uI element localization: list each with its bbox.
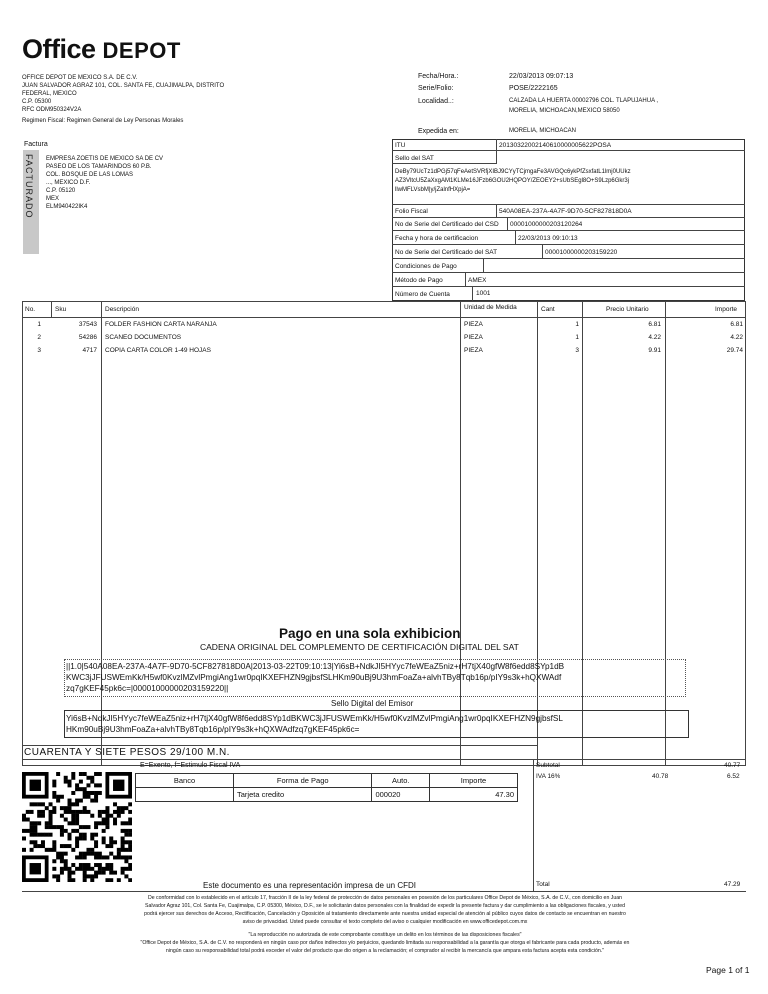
- legal-line-5: "La reproducción no autorizada de este comprobante constituye un delito en los términos de las disposiciones fiscales": [248, 932, 522, 938]
- receiver-colony: COL. BOSQUE DE LAS LOMAS: [46, 172, 134, 178]
- issuer-address-1: JUAN SALVADOR AGRAZ 101, COL. SANTA FE, CUAJIMALPA, DISTRITO: [22, 83, 225, 89]
- payment-col-forma: Forma de Pago: [234, 774, 372, 788]
- issuer-rfc: RFC ODM950324V2A: [22, 107, 82, 113]
- cfdi-note: Este documento es una representación impresa de un CFDI: [203, 881, 417, 890]
- item-unidad: PIEZA: [464, 321, 483, 328]
- localidad-value-1: CALZADA LA HUERTA 00002796 COL. TLAPUJAHUA ,: [509, 98, 659, 104]
- payment-banco: [136, 788, 234, 802]
- metodo-label: Método de Pago: [395, 277, 443, 284]
- cadena-line-3: zq7gKEF45pk6c=|00001000000203159220||: [66, 684, 229, 693]
- cadena-text: [66, 661, 564, 694]
- col-descripcion: Descripción: [105, 306, 139, 313]
- legal-line-6: "Office Depot de México, S.A. de C.V. no responderá en ningún caso por daños indirectos y/o perjuicios, quedando limitada su responsabilidad a la garantía que otorga el fabricante para cada producto, además en: [140, 940, 630, 946]
- cadena-line-2: KWC3jJFUSWEmKk/H5wf0KvzlMZvlPmgiAng1wr0pqIKXEFHZN9gjbsfSLHKm90uBj9U3hmFoaZa+alvhTBy8Tqb16p/pIY9s3k+hQXWAdf: [66, 673, 562, 682]
- fecha-cert-label: Fecha y hora de certificacion: [395, 235, 479, 242]
- item-importe: 29.74: [726, 347, 743, 354]
- condiciones-label: Condiciones de Pago: [395, 263, 457, 270]
- factura-label: Factura: [24, 141, 48, 148]
- receiver-cp: C.P. 05120: [46, 188, 76, 194]
- itu-label: ITU: [395, 142, 406, 149]
- csd-label: No de Serie del Certificado del CSD: [395, 221, 499, 228]
- serie-label: Serie/Folio:: [418, 85, 454, 92]
- expedida-label: Expedida en:: [418, 128, 459, 135]
- receiver-country: MEX: [46, 196, 60, 202]
- item-sku: 37543: [78, 321, 97, 328]
- sello-sat-value-2: AZ3VltcU5ZaXxgAM1KLMe16JFzb6GOU2HQPOY/ZEOEY2+sUbSEgl8O+S9Lzp6Gkr3j: [395, 178, 630, 184]
- payment-col-auto: Auto.: [372, 774, 430, 788]
- issuer-name: OFFICE DEPOT DE MEXICO S.A. DE C.V.: [22, 75, 138, 81]
- item-desc: SCANEO DOCUMENTOS: [105, 334, 182, 341]
- legal-line-7: ningún caso su responsabilidad total podrá exceder el valor del producto que dio origen a la reclamación; el comprador al recibir la mercancía que ampara esta factura acepta esta condición.": [165, 948, 605, 954]
- col-sku: Sku: [55, 306, 67, 313]
- cert-sat-value: 00001000000203159220: [545, 249, 618, 256]
- col-cant: Cant: [541, 306, 555, 313]
- cadena-line-1: ||1.0|540A08EA-237A-4A7F-9D70-5CF827818D0A|2013-03-22T09:10:13|Yi6sB+NdkJI5HYyc7feWEaZ5niz+rH7tjX40gfW8f6edd8SYp1dB: [66, 662, 565, 671]
- item-sku: 4717: [82, 347, 97, 354]
- item-sku: 54286: [78, 334, 97, 341]
- item-importe: 4.22: [730, 334, 743, 341]
- col-no: No.: [25, 306, 36, 313]
- localidad-value-2: MORELIA, MICHOACAN,MEXICO 58050: [509, 108, 620, 114]
- legal-line-1: De conformidad con lo establecido en el artículo 17, fracción II de la ley federal de protección de datos personales en posesión de los particulares Office Depot de México, S.A. de C.V., con domicilio en Juan: [147, 895, 623, 901]
- total-value: 47.29: [724, 881, 741, 888]
- subtotal-label: Subtotal: [536, 762, 560, 769]
- qr-code-graphic: [22, 772, 132, 882]
- receiver-city: ..., MEXICO D.F.: [46, 180, 91, 186]
- item-precio: 4.22: [648, 334, 661, 341]
- cuenta-label: Número de Cuenta: [395, 291, 450, 298]
- receiver-street: PASEO DE LOS TAMARINDOS 60 P.B.: [46, 164, 152, 170]
- sello-sat-label: Sello del SAT: [395, 155, 434, 162]
- iva-value: 6.52: [727, 773, 740, 780]
- item-precio: 6.81: [648, 321, 661, 328]
- col-precio: Precio Unitario: [606, 306, 649, 313]
- payment-importe: 47.30: [430, 788, 518, 802]
- logo-depot: DEPOT: [102, 38, 181, 63]
- receiver-block: [46, 155, 163, 211]
- sello-sat-value-3: llwMFLVsbM|y/jZalnfHXpjA=: [395, 187, 471, 193]
- itu-value: 20130322002140610000005622POSA: [499, 142, 612, 149]
- receiver-name: EMPRESA ZOETIS DE MEXICO SA DE CV: [46, 156, 164, 162]
- office-depot-logo: [22, 34, 181, 66]
- sello-emisor-text: [66, 713, 563, 735]
- fecha-label: Fecha/Hora.:: [418, 73, 459, 80]
- payment-header-row: [136, 774, 518, 788]
- issuer-address-2: FEDERAL, MEXICO: [22, 91, 77, 97]
- cert-sat-label: No de Serie del Certificado del SAT: [395, 249, 498, 256]
- sello-emisor-title: Sello Digital del Emisor: [331, 699, 414, 708]
- page-indicator: Page 1 of 1: [706, 965, 750, 975]
- logo-office: Office: [22, 34, 96, 64]
- fecha-cert-value: 22/03/2013 09:10:13: [518, 235, 578, 242]
- sello-sat-value-1: DeBy79UcTz1dPGj57qFeAetSVRfjXIBJ9CYyTCjmgaFe3AVGQc6ykPfZsxfatL1lmj0UUkz: [395, 169, 631, 175]
- legal-line-3: podrá ejercer sus derechos de Acceso, Rectificación, Cancelación y Oposición al tratamiento directamente ante nuestra unidad especial de atención al público cuyos datos de contacto se encuentran en nuestro: [144, 911, 626, 917]
- issuer-cp: C.P. 05300: [22, 99, 52, 105]
- item-no: 3: [37, 347, 41, 354]
- cuenta-value: 1001: [476, 290, 491, 297]
- serie-value: POSE/2222165: [509, 85, 558, 92]
- item-no: 1: [37, 321, 41, 328]
- csd-value: 00001000000203120264: [510, 221, 583, 228]
- exento-note: E=Exento, f=Estimulo Fiscal IVA: [140, 762, 241, 769]
- payment-auto: 000020: [372, 788, 430, 802]
- sello-emisor-line-1: Yi6sB+NdkJI5HYyc7feWEaZ5niz+rH7tjX40gfW8f6edd8SYp1dBKWC3jJFUSWEmKk/H5wf0KvzlMZvlPmgiAng1wr0pqIKXEFHZN9gjbsfSL: [66, 714, 563, 723]
- sello-emisor-line-2: HKm90uBj9U3hmFoaZa+alvhTBy8Tqb16p/pIY9s3k+hQXWAdfzq7gKEF45pk6c=: [66, 725, 360, 734]
- item-desc: COPIA CARTA COLOR 1-49 HOJAS: [105, 347, 211, 354]
- iva-base: 40.78: [652, 773, 669, 780]
- pago-title: Pago en una sola exhibicion: [279, 626, 461, 641]
- col-importe: Importe: [715, 306, 738, 313]
- qr-code: [22, 772, 132, 882]
- folio-fiscal-value: 540A08EA-237A-4A7F-9D70-5CF827818D0A: [499, 208, 632, 215]
- item-cant: 1: [575, 334, 579, 341]
- cadena-title: CADENA ORIGINAL DEL COMPLEMENTO DE CERTIFICACIÓN DIGITAL DEL SAT: [200, 642, 519, 652]
- legal-line-4: aviso de privacidad. Usted puede consultar el texto completo del aviso o cualquier modificación en www.officedepot.com.mx: [242, 919, 528, 925]
- item-desc: FOLDER FASHION CARTA NARANJA: [105, 321, 217, 328]
- item-importe: 6.81: [730, 321, 743, 328]
- total-label: Total: [536, 881, 550, 888]
- payment-col-banco: Banco: [136, 774, 234, 788]
- payment-forma: Tarjeta credito: [234, 788, 372, 802]
- fecha-value: 22/03/2013 09:07:13: [509, 73, 574, 80]
- subtotal-value: 40.77: [724, 762, 741, 769]
- localidad-label: Localidad..:: [418, 98, 454, 105]
- payment-row: [136, 788, 518, 802]
- receiver-rfc: ELM940422IK4: [46, 204, 88, 210]
- facturado-label: FACTURADO: [24, 154, 34, 219]
- item-unidad: PIEZA: [464, 347, 483, 354]
- item-precio: 9.91: [648, 347, 661, 354]
- legal-notice: [30, 894, 740, 955]
- issuer-regimen: Regimen Fiscal: Regimen General de Ley Personas Morales: [22, 118, 184, 124]
- facturado-tab: [23, 150, 39, 254]
- issuer-block: [22, 74, 224, 125]
- col-unidad: Unidad de Medida: [464, 304, 517, 311]
- iva-label: IVA 16%: [536, 773, 561, 780]
- payment-table: [135, 773, 518, 802]
- monto-letra: CUARENTA Y SIETE PESOS 29/100 M.N.: [24, 747, 230, 758]
- item-unidad: PIEZA: [464, 334, 483, 341]
- metodo-value: AMEX: [468, 277, 487, 284]
- folio-fiscal-label: Folio Fiscal: [395, 208, 428, 215]
- item-no: 2: [37, 334, 41, 341]
- item-cant: 3: [575, 347, 579, 354]
- item-cant: 1: [575, 321, 579, 328]
- legal-line-2: Salvador Agraz 101, Col. Santa Fe, Cuajimalpa, C.P. 05300, México, D.F., se le solicitarán datos personales con la finalidad de expedir la presente factura y dar cumplimiento a las obligaciones fiscales, y usted: [144, 903, 625, 909]
- payment-col-importe: Importe: [430, 774, 518, 788]
- expedida-value: MORELIA, MICHOACAN: [509, 128, 577, 134]
